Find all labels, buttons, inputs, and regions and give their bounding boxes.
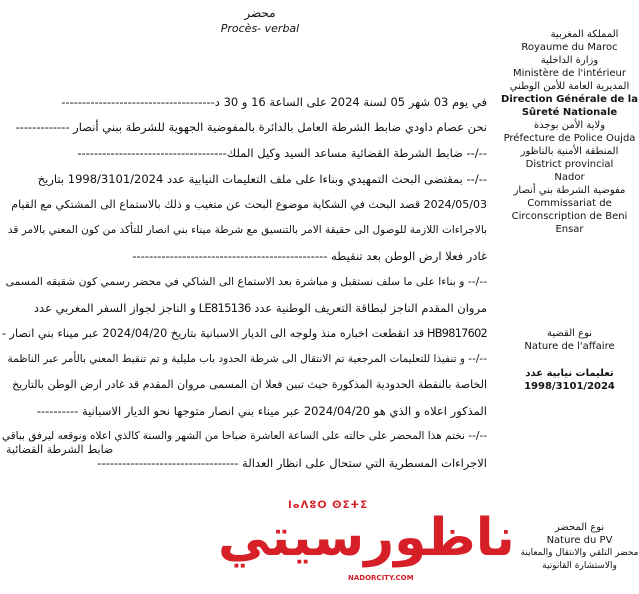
commissariat-french-1: Commissariat de [527,198,612,209]
body-line-3: --/-- ضابط الشرطة القضائية مساعد السيد وكيل الملك------------------------------------ [77,146,487,160]
body-line-10: HB9817602 قد انقطعت اخباره منذ ولوجه الى الديار الاسبانية بتاريخ 2024/04/20 عبر ميناء بني انصار - [1,327,487,340]
nadorcity-logo [218,500,515,592]
logo-tifinagh-text: ⵏⴰⴷⵓⵔ ⵙⵉⵜⵉ [288,500,369,511]
body-line-6: بالاجراءات اللازمة للوصول الى حقيقة الامر بالتنسيق مع شرطة ميناء بني انصار للتأكد من كون المعني بالامر قد [7,224,487,236]
body-line-11: --/-- و تنفيذا للتعليمات المرجعية تم الانتقال الى شرطة الحدود باب مليلية و تم تنقيط المعني بالأمر عبر الناظمة [7,353,487,365]
pv-type-label-arabic: نوع المحضر [554,522,605,533]
district-arabic: المنطقة الأمنية بالناظور [520,146,619,157]
body-line-4: --/-- بمقتضى البحث التمهيدي وبناءا على ملف التعليمات النيابية عدد 1998/3101/2024 بتاريخ [37,172,487,186]
instructions-number: 1998/3101/2024 [524,381,615,392]
commissariat-french-2: Circonscription de Beni [511,211,628,222]
pv-title-arabic: محضر [244,6,276,20]
ministry-french: Ministère de l'intérieur [513,68,626,79]
body-line-9: مروان المقدم الناجز لبطاقة التعريف الوطنية عدد LE815136 و الناجز لجواز السفر المغربي عدد [33,301,487,315]
pv-type-value-2: والاستشارة القانونية [542,561,617,571]
wilaya-arabic: ولاية الأمن بوجدة [533,120,606,131]
pv-type-value-1: محضر التلقي والانتقال والمعاينة [520,548,639,558]
commissariat-arabic: مفوضية الشرطة بني أنصار [513,185,626,196]
case-nature-block [500,327,639,393]
case-nature-french: Nature de l'affaire [524,341,615,352]
ministry-arabic: وزارة الداخلية [540,55,599,66]
body-line-1: في يوم 03 شهر 05 لسنة 2024 على الساعة 16 و 30 د------------------------------------- [61,95,487,109]
logo-url: NADORCITY.COM [348,574,414,582]
instructions-arabic: تعليمات نيابية عدد [525,368,614,379]
body-line-5: 2024/05/03 قصد البحث في الشكاية موضوع البحث عن متغيب و ذلك بالاستماع الى المشتكي مع القيام [11,198,487,211]
district-french-1: District provincial [525,159,614,170]
dgsn-arabic: المديرية العامة للأمن الوطني [509,81,630,92]
commissariat-french-3: Ensar [555,224,584,235]
prefecture-french: Préfecture de Police Oujda [503,133,636,144]
pv-type-label-french: Nature du PV [546,535,613,546]
body-line-14: --/-- نختم هذا المحضر على حالته على الساعة العاشرة صباحا من الشهر والسنة كالذي اعلاه ونوقعه ليرفق بباقي [1,430,487,442]
admin-header [500,28,639,236]
body-line-8: --/-- و بناءا على ما سلف نستقبل و مباشرة بعد الاستماع الى الشاكي في محضر رسمي كون شقيقه المسمى [5,275,487,288]
body-line-7: غادر فعلا ارض الوطن بعد تنقيطه ----------------------------------------------- [132,249,487,263]
district-french-2: Nador [554,172,585,183]
body-line-15: الاجراءات المسطرية التي ستحال على انظار العدالة ---------------------------------- [97,456,487,470]
officer-signature-label: ضابط الشرطة القضائية [6,443,114,456]
pv-type-block [520,521,639,573]
body-line-13: المذكور اعلاه و الذي هو 2024/04/20 عبر ميناء بني انصار متوجها نحو الديار الاسبانية ---------- [36,404,487,418]
body-line-2: نحن عصام داودي ضابط الشرطة العامل بالدائرة بالمفوضية الجهوية للشرطة ببني أنصار ------------- [15,120,487,134]
dgsn-french-2: Sûreté Nationale [521,107,618,118]
logo-brand-arabic: ناظورسيتي [218,508,515,568]
kingdom-arabic: المملكة المغربية [550,29,619,40]
dgsn-french-1: Direction Générale de la [501,94,638,105]
pv-title-french: Procès- verbal [220,22,300,35]
case-nature-arabic: نوع القضية [546,328,593,339]
kingdom-french: Royaume du Maroc [521,42,618,53]
body-line-12: الخاصة بالنقطة الحدودية المذكورة حيث تبين فعلا ان المسمى مروان المقدم قد غادر ارض الوطن بالتاريخ [12,378,487,391]
